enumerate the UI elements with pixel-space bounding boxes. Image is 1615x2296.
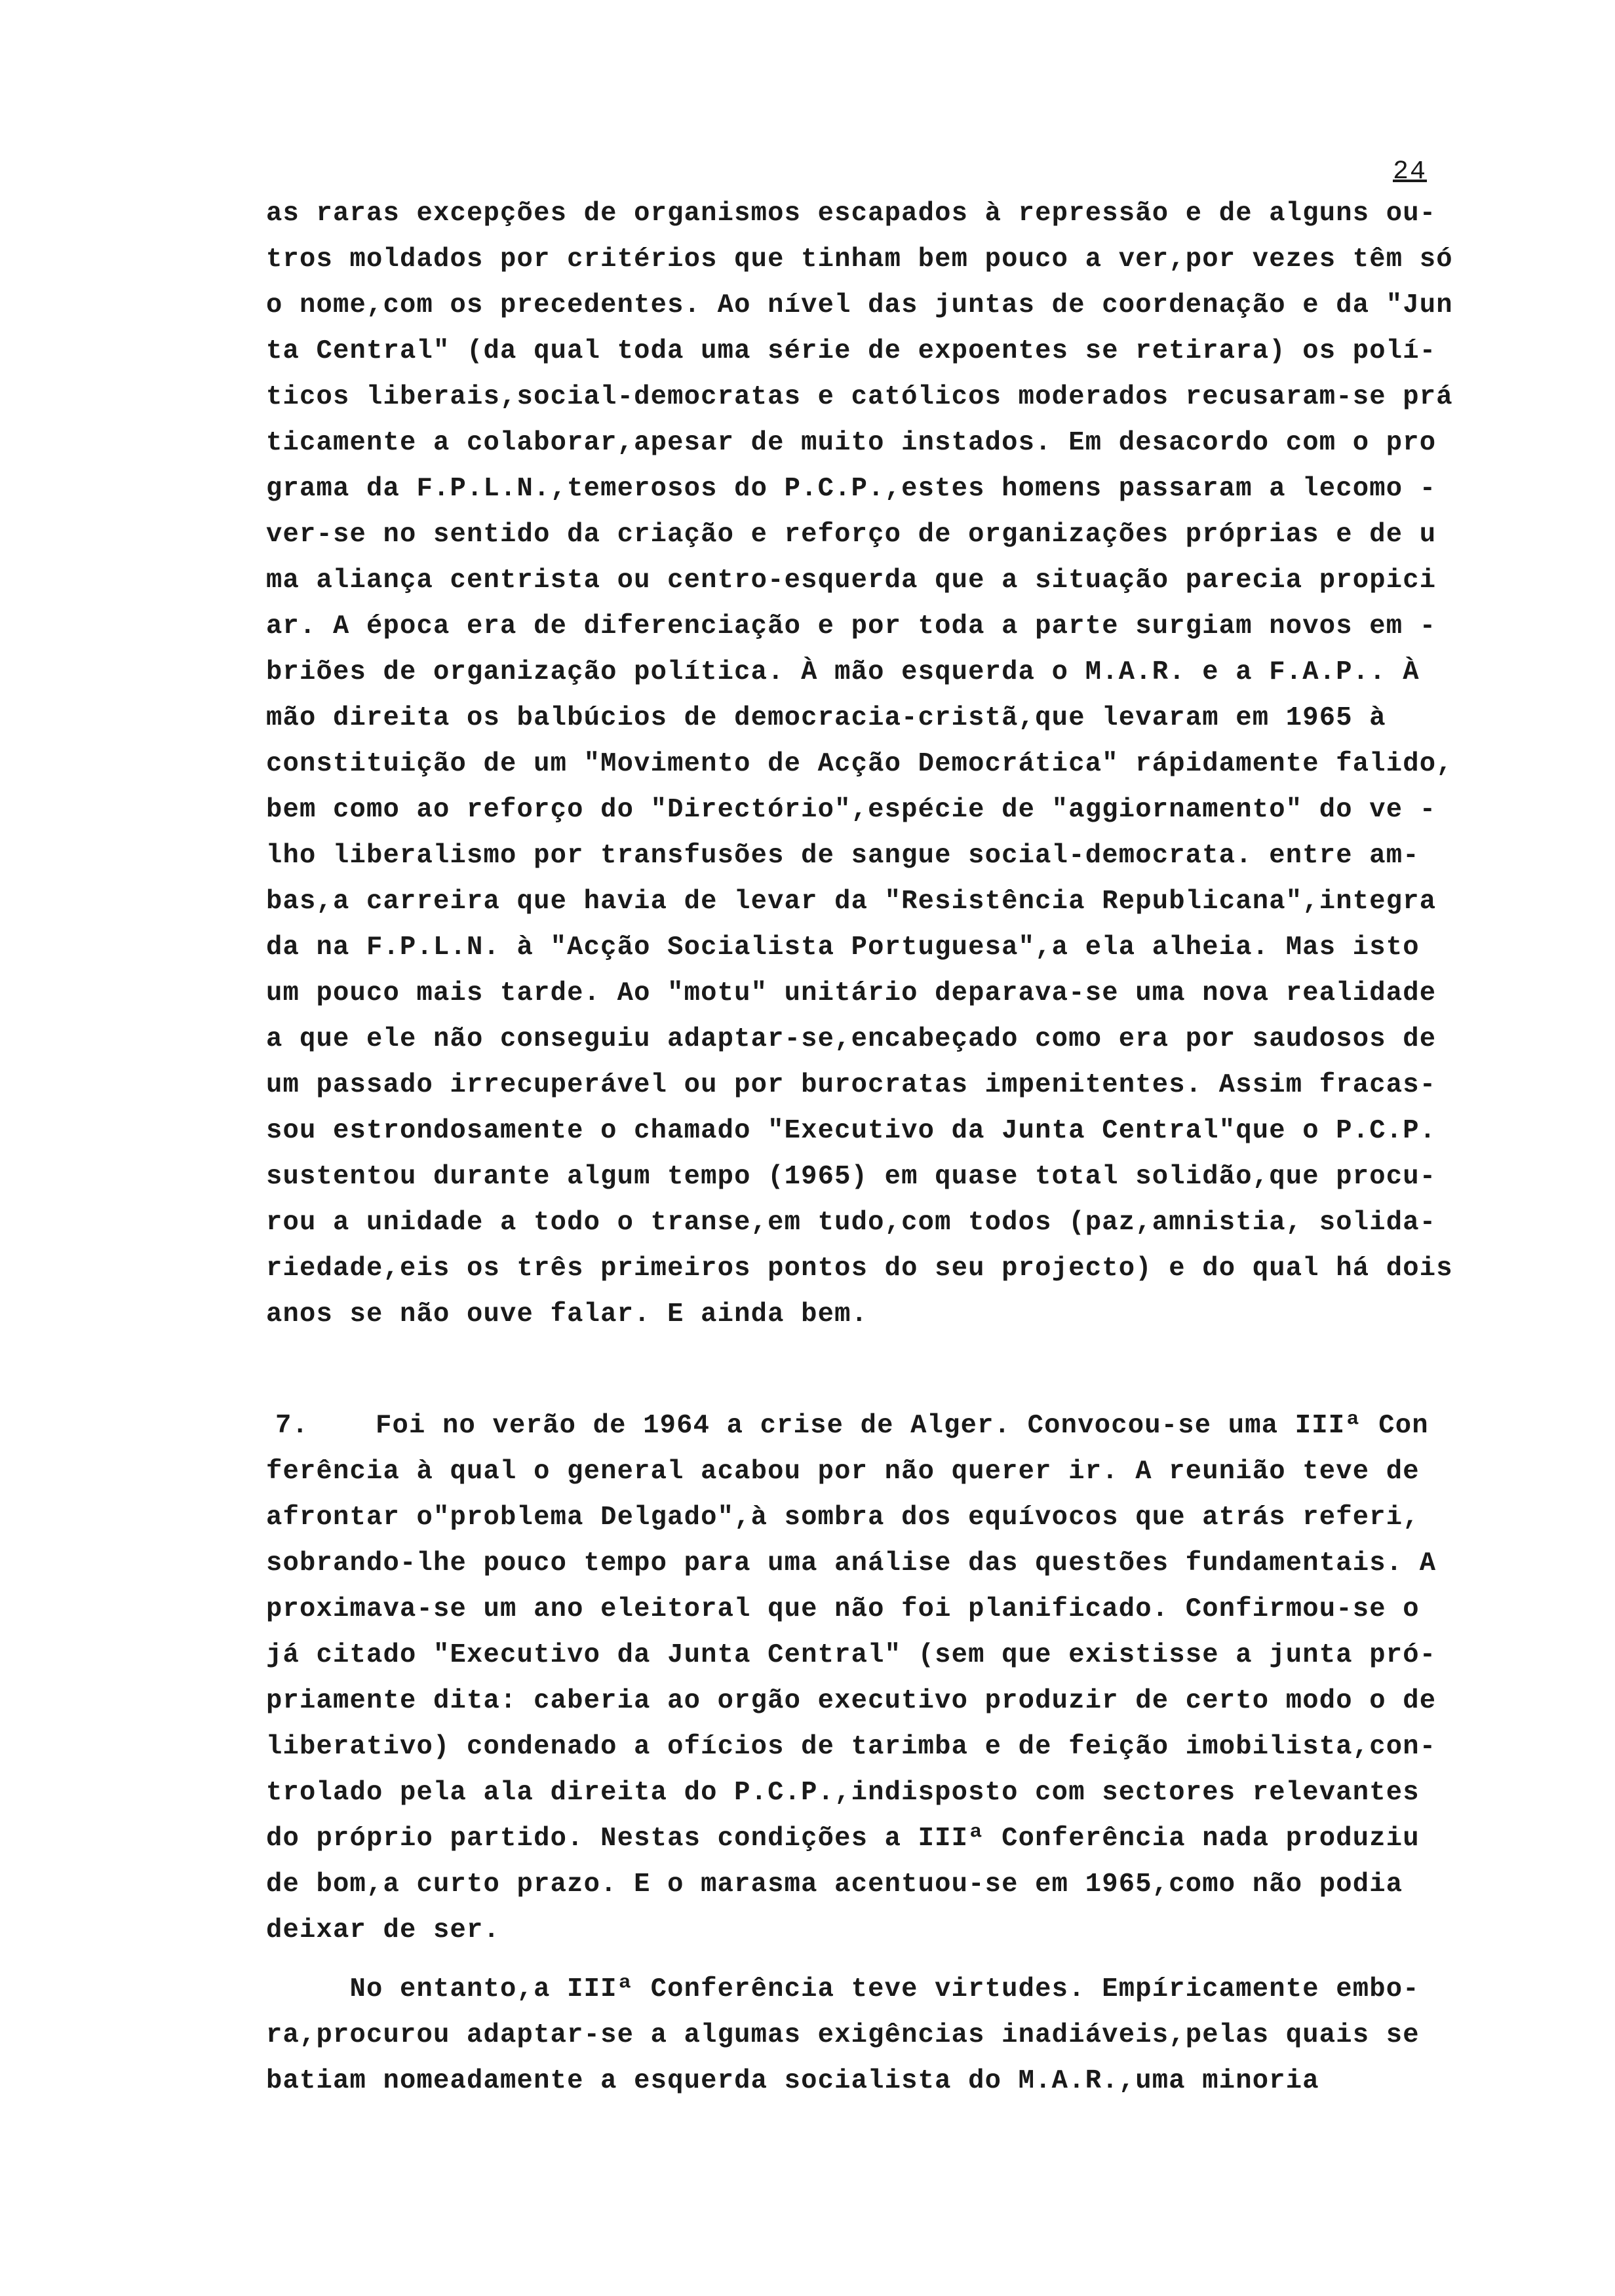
- text-line: a que ele não conseguiu adaptar-se,encabeçado como era por saudosos de: [266, 1024, 1437, 1054]
- text-line: um passado irrecuperável ou por burocratas impenitentes. Assim fracas-: [266, 1070, 1437, 1100]
- text-line: do próprio partido. Nestas condições a IIIª Conferência nada produziu: [266, 1824, 1420, 1854]
- text-line: sobrando-lhe pouco tempo para uma análise das questões fundamentais. A: [266, 1548, 1437, 1578]
- text-line: ta Central" (da qual toda uma série de expoentes se retirara) os polí-: [266, 336, 1437, 366]
- text-line: o nome,com os precedentes. Ao nível das juntas de coordenação e da "Jun: [266, 290, 1453, 320]
- text-line: constituição de um "Movimento de Acção Democrática" rápidamente falido,: [266, 749, 1453, 779]
- text-line: bem como ao reforço do "Directório",espécie de "aggiornamento" do ve -: [266, 795, 1437, 825]
- text-line: ma aliança centrista ou centro-esquerda que a situação parecia propici: [266, 565, 1437, 596]
- text-line: tros moldados por critérios que tinham bem pouco a ver,por vezes têm só: [266, 244, 1453, 275]
- text-line: ticos liberais,social-democratas e católicos moderados recusaram-se prá: [266, 382, 1453, 412]
- text-line: batiam nomeadamente a esquerda socialista do M.A.R.,uma minoria: [266, 2066, 1319, 2096]
- text-line: ra,procurou adaptar-se a algumas exigências inadiáveis,pelas quais se: [266, 2020, 1420, 2050]
- text-line: sou estrondosamente o chamado "Executivo da Junta Central"que o P.C.P.: [266, 1116, 1437, 1146]
- text-line: ticamente a colaborar,apesar de muito instados. Em desacordo com o pro: [266, 428, 1437, 458]
- text-line: sustentou durante algum tempo (1965) em quase total solidão,que procu-: [266, 1162, 1437, 1192]
- text-line: as raras excepções de organismos escapados à repressão e de alguns ou-: [266, 199, 1437, 229]
- text-line: de bom,a curto prazo. E o marasma acentuou-se em 1965,como não podia: [266, 1869, 1403, 1900]
- text-line: 7. Foi no verão de 1964 a crise de Alger. Convocou-se uma IIIª Con: [275, 1411, 1429, 1441]
- text-line: deixar de ser.: [266, 1915, 501, 1945]
- text-line: ferência à qual o general acabou por não querer ir. A reunião teve de: [266, 1457, 1420, 1487]
- text-line: No entanto,a IIIª Conferência teve virtudes. Empíricamente embo-: [266, 1974, 1420, 2004]
- text-line: já citado "Executivo da Junta Central" (sem que existisse a junta pró-: [266, 1640, 1437, 1670]
- text-line: ver-se no sentido da criação e reforço de organizações próprias e de u: [266, 520, 1437, 550]
- text-line: priamente dita: caberia ao orgão executivo produzir de certo modo o de: [266, 1686, 1437, 1716]
- text-line: trolado pela ala direita do P.C.P.,indisposto com sectores relevantes: [266, 1778, 1420, 1808]
- text-line: um pouco mais tarde. Ao "motu" unitário deparava-se uma nova realidade: [266, 978, 1437, 1008]
- page-number: 24: [1393, 157, 1428, 187]
- text-line: briões de organização política. À mão esquerda o M.A.R. e a F.A.P.. À: [266, 657, 1420, 687]
- text-line: grama da F.P.L.N.,temerosos do P.C.P.,estes homens passaram a lecomo -: [266, 474, 1437, 504]
- text-line: proximava-se um ano eleitoral que não foi planificado. Confirmou-se o: [266, 1594, 1420, 1624]
- text-line: liberativo) condenado a ofícios de tarimba e de feição imobilista,con-: [266, 1732, 1437, 1762]
- text-line: da na F.P.L.N. à "Acção Socialista Portuguesa",a ela alheia. Mas isto: [266, 932, 1420, 963]
- text-line: bas,a carreira que havia de levar da "Resistência Republicana",integra: [266, 887, 1437, 917]
- text-line: anos se não ouve falar. E ainda bem.: [266, 1299, 868, 1330]
- text-line: mão direita os balbúcios de democracia-cristã,que levaram em 1965 à: [266, 703, 1386, 733]
- text-line: riedade,eis os três primeiros pontos do seu projecto) e do qual há dois: [266, 1253, 1453, 1284]
- text-line: ar. A época era de diferenciação e por toda a parte surgiam novos em -: [266, 611, 1437, 641]
- text-line: afrontar o"problema Delgado",à sombra dos equívocos que atrás referi,: [266, 1502, 1420, 1533]
- text-line: lho liberalismo por transfusões de sangue social-democrata. entre am-: [266, 841, 1420, 871]
- text-line: rou a unidade a todo o transe,em tudo,com todos (paz,amnistia, solida-: [266, 1208, 1437, 1238]
